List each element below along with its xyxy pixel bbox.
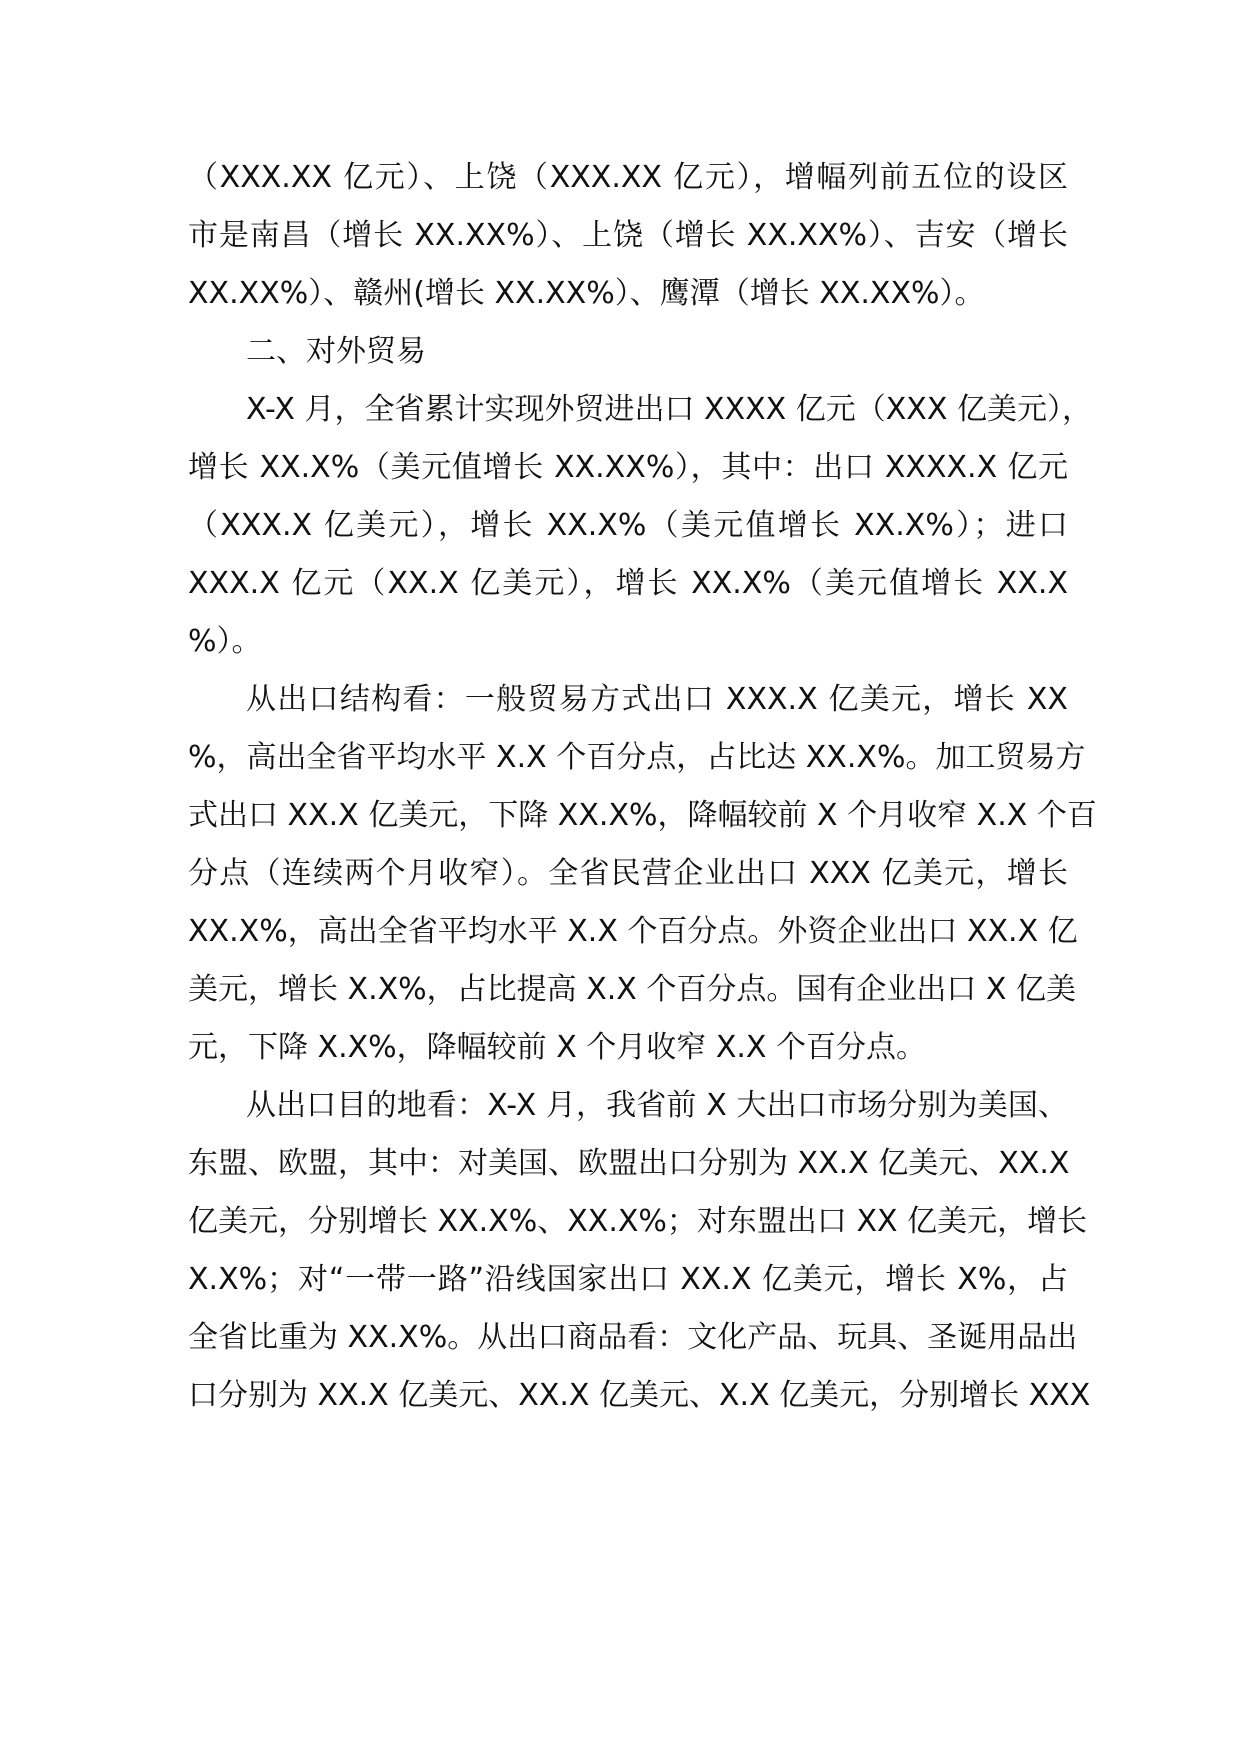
text-line: XX.X%，高出全省平均水平 X.X 个百分点。外资企业出口 XX.X 亿: [188, 914, 1078, 949]
text-line: （XXX.X 亿美元），增长 XX.X%（美元值增长 XX.X%）；进口: [188, 508, 1068, 543]
text-line: 元，下降 X.X%，降幅较前 X 个月收窄 X.X 个百分点。: [188, 1030, 927, 1065]
text-line: 增长 XX.X%（美元值增长 XX.XX%），其中：出口 XXXX.X 亿元: [188, 450, 1068, 485]
text-line: 美元，增长 X.X%，占比提高 X.X 个百分点。国有企业出口 X 亿美: [188, 972, 1077, 1007]
text-line: （XXX.XX 亿元）、上饶（XXX.XX 亿元），增幅列前五位的设区: [188, 160, 1068, 195]
text-line: 口分别为 XX.X 亿美元、XX.X 亿美元、X.X 亿美元，分别增长 XXX: [188, 1378, 1091, 1413]
text-line: 亿美元，分别增长 XX.X%、XX.X%；对东盟出口 XX 亿美元，增长: [188, 1204, 1088, 1239]
text-line: 全省比重为 XX.X%。从出口商品看：文化产品、玩具、圣诞用品出: [188, 1320, 1078, 1355]
text-line: 式出口 XX.X 亿美元，下降 XX.X%，降幅较前 X 个月收窄 X.X 个百: [188, 798, 1097, 833]
text-line: 从出口目的地看：X-X 月，我省前 X 大出口市场分别为美国、: [246, 1088, 1068, 1123]
text-line: XX.XX%）、赣州(增长 XX.XX%）、鹰潭（增长 XX.XX%）。: [188, 276, 985, 311]
text-line: 分点（连续两个月收窄）。全省民营企业出口 XXX 亿美元，增长: [188, 856, 1068, 891]
text-line: X.X%；对“一带一路”沿线国家出口 XX.X 亿美元，增长 X%，占: [188, 1262, 1068, 1297]
text-line: %）。: [188, 624, 262, 659]
text-line: 从出口结构看：一般贸易方式出口 XXX.X 亿美元，增长 XX: [246, 682, 1068, 717]
text-line: %，高出全省平均水平 X.X 个百分点，占比达 XX.X%。加工贸易方: [188, 740, 1086, 775]
text-line: 市是南昌（增长 XX.XX%）、上饶（增长 XX.XX%）、吉安（增长: [188, 218, 1068, 253]
section-heading: 二、对外贸易: [246, 334, 426, 369]
text-line: XXX.X 亿元（XX.X 亿美元），增长 XX.X%（美元值增长 XX.X: [188, 566, 1068, 601]
text-line: X-X 月，全省累计实现外贸进出口 XXXX 亿元（XXX 亿美元），: [246, 392, 1092, 427]
text-line: 东盟、欧盟，其中：对美国、欧盟出口分别为 XX.X 亿美元、XX.X: [188, 1146, 1070, 1181]
